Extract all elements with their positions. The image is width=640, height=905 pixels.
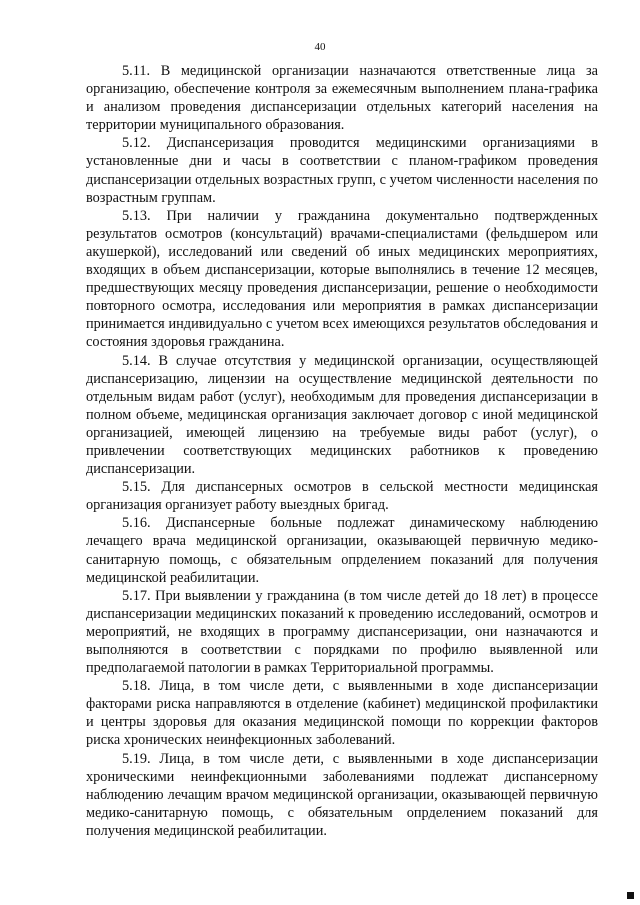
page-number: 40 (314, 41, 326, 53)
document-body (86, 62, 598, 840)
scan-corner-mark (627, 892, 634, 899)
paragraph-5-14: 5.14. В случае отсутствия у медицинской организации, осуществляющей диспансеризацию, лицензии на осуществление медицинской деятельности по отдельным видам работ (услуг), необходимым для проведения диспансеризации в полном объеме, медицинская организация заключает договор с иной медицинской организацией, имеющей лицензию на требуемые виды работ (услуг), о привлечении соответствующих медицинских работников к проведению диспансеризации. (86, 352, 598, 478)
paragraph-5-13: 5.13. При наличии у гражданина документально подтвержденных результатов осмотров (консультаций) врачами-специалистами (фельдшером или акушеркой), исследований или сведений об иных медицинских мероприятиях, входящих в объем диспансеризации, которые выполнялись в течение 12 месяцев, предшествующих месяцу проведения диспансеризации, решение о необходимости повторного осмотра, исследования или мероприятия в рамках диспансеризации принимается индивидуально с учетом всех имеющихся результатов обследования и состояния здоровья гражданина. (86, 207, 598, 351)
paragraph-5-19: 5.19. Лица, в том числе дети, с выявленными в ходе диспансеризации хроническими неинфекционными заболеваниями подлежат диспансерному наблюдению лечащим врачом медицинской организации, оказывающей первичную медико-санитарную помощь, с обязательным опрделением показаний для получения медицинской реабилитации. (86, 750, 598, 839)
paragraph-5-18: 5.18. Лица, в том числе дети, с выявленными в ходе диспансеризации факторами риска направляются в отделение (кабинет) медицинской профилактики и центры здоровья для оказания медицинской помощи по коррекции факторов риска хронических неинфекционных заболеваний. (86, 678, 598, 749)
paragraph-5-11: 5.11. В медицинской организации назначаются ответственные лица за организацию, обеспечение контроля за ежемесячным выполнением плана-графика и анализом проведения диспансеризации отдельных категорий населения на территории муниципального образования. (86, 63, 598, 134)
paragraph-5-16: 5.16. Диспансерные больные подлежат динамическому наблюдению лечащего врача медицинской организации, оказывающей первичную медико-санитарную помощь, с обязательным опрделением показаний для получения медицинской реабилитации. (86, 515, 598, 586)
paragraph-5-17: 5.17. При выявлении у гражданина (в том числе детей до 18 лет) в процессе диспансеризации медицинских показаний к проведению исследований, осмотров и мероприятий, не входящих в программу диспансеризации, они назначаются и выполняются в соответствии с порядками по профилю выявленной или предполагаемой патологии в рамках Территориальной программы. (86, 587, 598, 677)
paragraph-5-12: 5.12. Диспансеризация проводится медицинскими организациями в установленные дни и часы в соответствии с планом-графиком проведения диспансеризации отдельных возрастных групп, с учетом численности населения по возрастным группам. (86, 135, 598, 206)
paragraph-5-15: 5.15. Для диспансерных осмотров в сельской местности медицинская организация организует работу выездных бригад. (86, 479, 598, 514)
